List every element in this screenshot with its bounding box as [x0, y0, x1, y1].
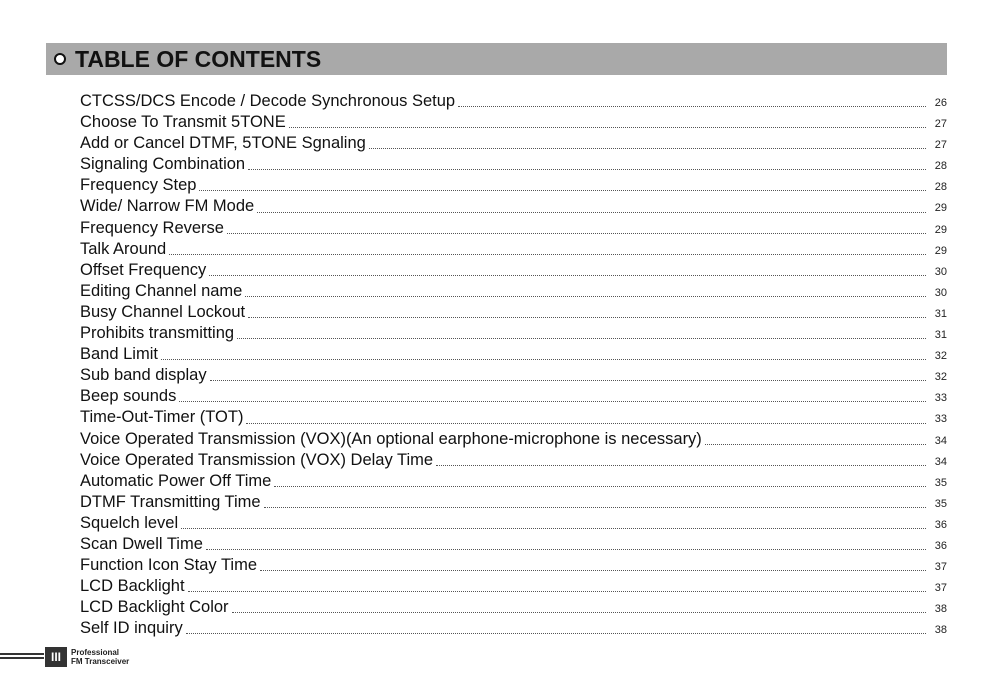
- toc-entry-page: 35: [934, 476, 947, 489]
- dot-leader: [245, 295, 926, 297]
- dot-leader: [274, 485, 926, 487]
- toc-entry[interactable]: [80, 133, 947, 154]
- toc-entry-page: 28: [934, 181, 947, 194]
- toc-entry-page: 37: [934, 561, 947, 574]
- toc-entry[interactable]: [80, 260, 947, 281]
- toc-entry-title: Prohibits transmitting: [80, 324, 235, 343]
- page-title: TABLE OF CONTENTS: [75, 46, 322, 72]
- dot-leader: [186, 632, 926, 634]
- toc-entry[interactable]: [80, 429, 947, 450]
- section-header: [46, 43, 947, 75]
- toc-entry-title: Wide/ Narrow FM Mode: [80, 197, 255, 216]
- dot-leader: [209, 274, 926, 276]
- dot-leader: [161, 358, 926, 360]
- toc-entry-title: Offset Frequency: [80, 260, 207, 279]
- toc-entry-page: 34: [934, 434, 947, 447]
- page-number: III: [45, 647, 67, 667]
- footer-label-line2: FM Transceiver: [71, 657, 130, 666]
- table-of-contents: [80, 91, 947, 639]
- dot-leader: [169, 253, 926, 255]
- dot-leader: [369, 147, 926, 149]
- dot-leader: [237, 337, 926, 339]
- toc-entry-page: 32: [934, 350, 947, 363]
- dot-leader: [199, 189, 926, 191]
- toc-entry-page: 31: [934, 329, 947, 342]
- dot-leader: [248, 316, 926, 318]
- toc-entry-title: Choose To Transmit 5TONE: [80, 113, 286, 132]
- footer-label-line1: Professional: [71, 648, 120, 657]
- toc-entry-page: 29: [934, 223, 947, 236]
- toc-entry[interactable]: [80, 281, 947, 302]
- toc-entry-title: Frequency Step: [80, 176, 197, 195]
- toc-entry-title: Sub band display: [80, 366, 207, 385]
- toc-entry[interactable]: [80, 407, 947, 428]
- dot-leader: [210, 379, 926, 381]
- toc-entry[interactable]: [80, 365, 947, 386]
- toc-entry-title: Voice Operated Transmission (VOX) Delay Time: [80, 450, 434, 469]
- toc-entry[interactable]: [80, 239, 947, 260]
- toc-entry-title: CTCSS/DCS Encode / Decode Synchronous Setup: [80, 92, 456, 110]
- toc-entry-title: Talk Around: [80, 239, 167, 258]
- toc-entry-title: Band Limit: [80, 345, 158, 364]
- toc-entry[interactable]: [80, 534, 947, 555]
- toc-entry-page: 34: [934, 455, 947, 468]
- dot-leader: [705, 443, 926, 445]
- toc-entry-page: 32: [934, 371, 947, 384]
- toc-entry-page: 36: [934, 539, 947, 552]
- toc-entry-title: Signaling Combination: [80, 155, 246, 174]
- footer-label: [71, 648, 129, 666]
- toc-entry[interactable]: [80, 196, 947, 217]
- toc-entry-page: 26: [934, 97, 947, 109]
- toc-entry[interactable]: [80, 386, 947, 407]
- toc-entry-page: 37: [934, 582, 947, 595]
- toc-entry[interactable]: [80, 450, 947, 471]
- toc-entry[interactable]: [80, 471, 947, 492]
- toc-entry-title: Squelch level: [80, 513, 179, 532]
- toc-entry-title: Editing Channel name: [80, 281, 243, 300]
- toc-entry[interactable]: [80, 576, 947, 597]
- toc-entry[interactable]: [80, 323, 947, 344]
- toc-entry[interactable]: [80, 302, 947, 323]
- dot-leader: [264, 506, 926, 508]
- dot-leader: [206, 548, 926, 550]
- toc-entry-page: 30: [934, 286, 947, 299]
- toc-entry[interactable]: [80, 555, 947, 576]
- toc-entry-title: Add or Cancel DTMF, 5TONE Sgnaling: [80, 134, 366, 153]
- toc-entry-page: 35: [934, 497, 947, 510]
- dot-leader: [458, 105, 926, 107]
- toc-entry-page: 33: [934, 413, 947, 426]
- toc-entry-title: Voice Operated Transmission (VOX)(An optional earphone-microphone is necessary): [80, 429, 702, 448]
- toc-entry-title: LCD Backlight: [80, 577, 185, 596]
- dot-leader: [248, 168, 926, 170]
- toc-entry[interactable]: [80, 175, 947, 196]
- toc-entry[interactable]: [80, 618, 947, 639]
- toc-entry-page: 29: [934, 244, 947, 257]
- dot-leader: [436, 464, 926, 466]
- toc-entry[interactable]: [80, 492, 947, 513]
- page-footer: [0, 647, 170, 667]
- toc-entry-title: Automatic Power Off Time: [80, 471, 272, 490]
- toc-entry-title: Busy Channel Lockout: [80, 302, 246, 321]
- toc-entry-page: 38: [934, 603, 947, 616]
- toc-entry-page: 30: [934, 265, 947, 278]
- dot-leader: [179, 400, 926, 402]
- toc-entry-page: 28: [934, 160, 947, 173]
- circle-bullet-icon: [54, 53, 66, 65]
- toc-entry-title: Beep sounds: [80, 387, 177, 406]
- toc-entry-page: 31: [934, 307, 947, 320]
- dot-leader: [289, 126, 926, 128]
- dot-leader: [227, 232, 926, 234]
- dot-leader: [246, 422, 926, 424]
- dot-leader: [260, 569, 926, 571]
- toc-entry-title: Self ID inquiry: [80, 619, 183, 638]
- footer-rule-lines: [0, 653, 44, 661]
- toc-entry-title: Frequency Reverse: [80, 218, 224, 237]
- toc-entry-page: 27: [934, 139, 947, 152]
- toc-entry[interactable]: [80, 513, 947, 534]
- toc-entry-title: DTMF Transmitting Time: [80, 492, 261, 511]
- toc-entry-page: 36: [934, 518, 947, 531]
- dot-leader: [188, 590, 926, 592]
- toc-entry[interactable]: [80, 218, 947, 239]
- toc-entry[interactable]: [80, 344, 947, 365]
- toc-entry-page: 27: [934, 118, 947, 131]
- toc-entry-title: Function Icon Stay Time: [80, 556, 257, 575]
- toc-entry-page: 29: [934, 202, 947, 215]
- toc-entry-title: LCD Backlight Color: [80, 598, 229, 617]
- toc-entry[interactable]: [80, 112, 947, 133]
- toc-entry[interactable]: [80, 597, 947, 618]
- toc-entry-page: 33: [934, 392, 947, 405]
- toc-entry-title: Scan Dwell Time: [80, 534, 203, 553]
- toc-entry[interactable]: [80, 91, 947, 112]
- toc-entry[interactable]: [80, 154, 947, 175]
- dot-leader: [232, 611, 926, 613]
- dot-leader: [181, 527, 926, 529]
- dot-leader: [257, 211, 926, 213]
- toc-entry-title: Time-Out-Timer (TOT): [80, 408, 244, 427]
- toc-entry-page: 38: [934, 624, 947, 637]
